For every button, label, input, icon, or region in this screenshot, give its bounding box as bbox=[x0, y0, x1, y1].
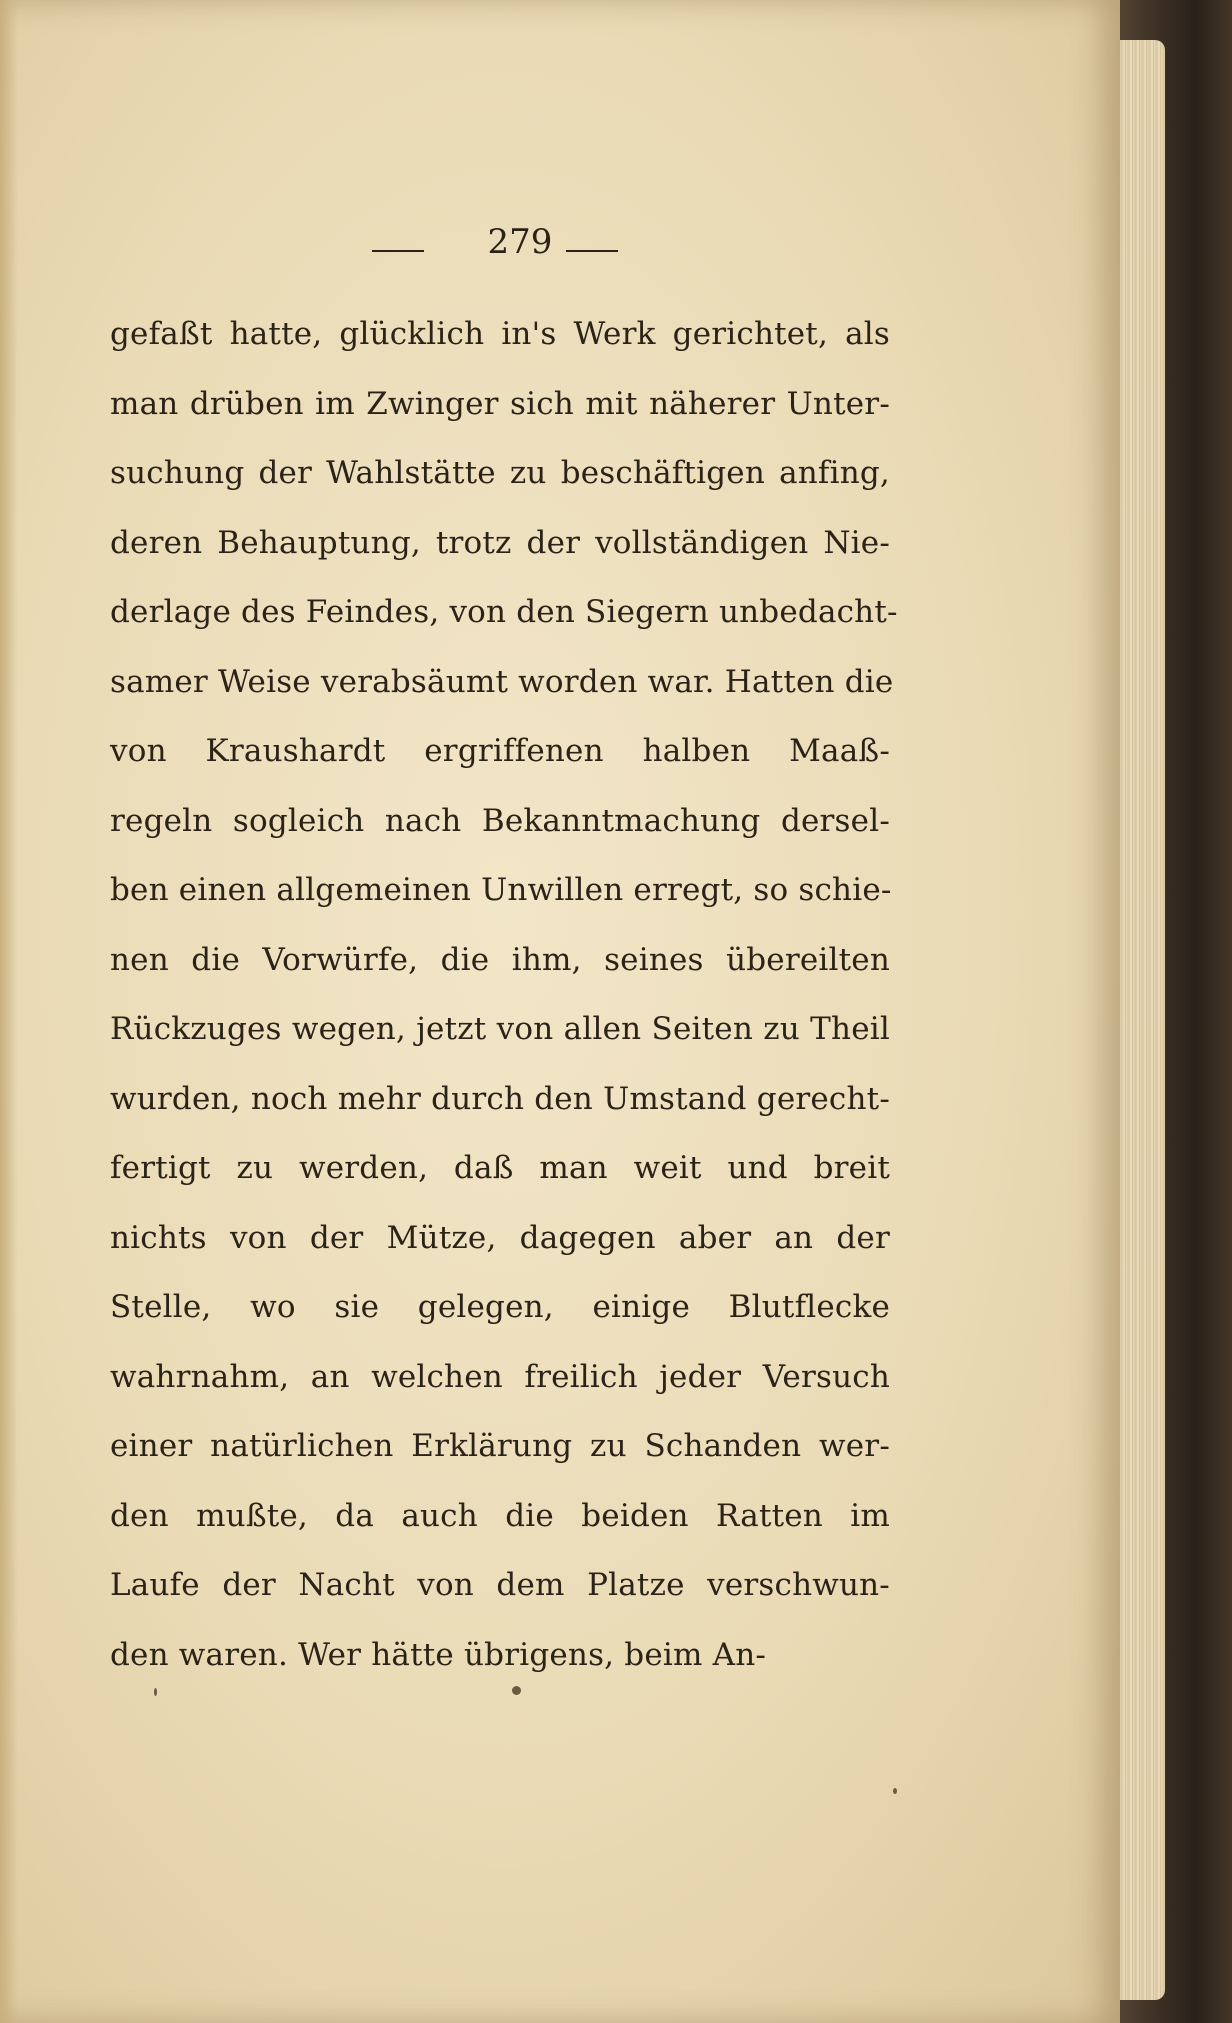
text-line: samer Weise verabsäumt worden war. Hatten die bbox=[110, 663, 894, 700]
text-line: gefaßt hatte, glücklich in's Werk gerichtet, als bbox=[110, 316, 890, 352]
text-line: regeln sogleich nach Bekanntmachung dersel- bbox=[110, 802, 890, 839]
body-text bbox=[110, 300, 898, 1690]
text-line: wurden, noch mehr durch den Umstand gerecht- bbox=[110, 1080, 890, 1117]
text-line: den mußte, da auch die beiden Ratten im bbox=[110, 1497, 890, 1534]
paper-speck bbox=[893, 1788, 897, 1794]
text-line: derlage des Feindes, von den Siegern unbedacht- bbox=[110, 594, 898, 630]
text-line: man drüben im Zwinger sich mit näherer Unter- bbox=[110, 385, 890, 422]
header-dash-right bbox=[566, 250, 618, 252]
text-line: nichts von der Mütze, dagegen aber an der bbox=[110, 1219, 890, 1256]
text-line: ben einen allgemeinen Unwillen erregt, so schie- bbox=[110, 872, 892, 908]
text-line: Rückzuges wegen, jetzt von allen Seiten zu Theil bbox=[110, 1011, 890, 1047]
text-line: nen die Vorwürfe, die ihm, seines übereilten bbox=[110, 941, 890, 978]
text-line: den waren. Wer hätte übrigens, beim An- bbox=[110, 1636, 767, 1673]
header-dash-left bbox=[372, 250, 424, 252]
text-line: einer natürlichen Erklärung zu Schanden wer- bbox=[110, 1428, 890, 1464]
text-line: Stelle, wo sie gelegen, einige Blutflecke bbox=[110, 1289, 890, 1325]
page-number: 279 bbox=[487, 222, 553, 262]
text-line: fertigt zu werden, daß man weit und breit bbox=[110, 1150, 890, 1186]
text-line: Laufe der Nacht von dem Platze verschwun- bbox=[110, 1567, 890, 1603]
page-header bbox=[0, 222, 1120, 282]
text-line: deren Behauptung, trotz der vollständigen Nie- bbox=[110, 524, 890, 561]
text-line: suchung der Wahlstätte zu beschäftigen anfing, bbox=[110, 455, 890, 491]
paper-speck bbox=[512, 1686, 521, 1695]
page-gutter bbox=[0, 0, 18, 2023]
text-line: wahrnahm, an welchen freilich jeder Versuch bbox=[110, 1358, 890, 1395]
text-line: von Kraushardt ergriffenen halben Maaß- bbox=[110, 733, 890, 769]
paper-speck bbox=[154, 1688, 157, 1696]
